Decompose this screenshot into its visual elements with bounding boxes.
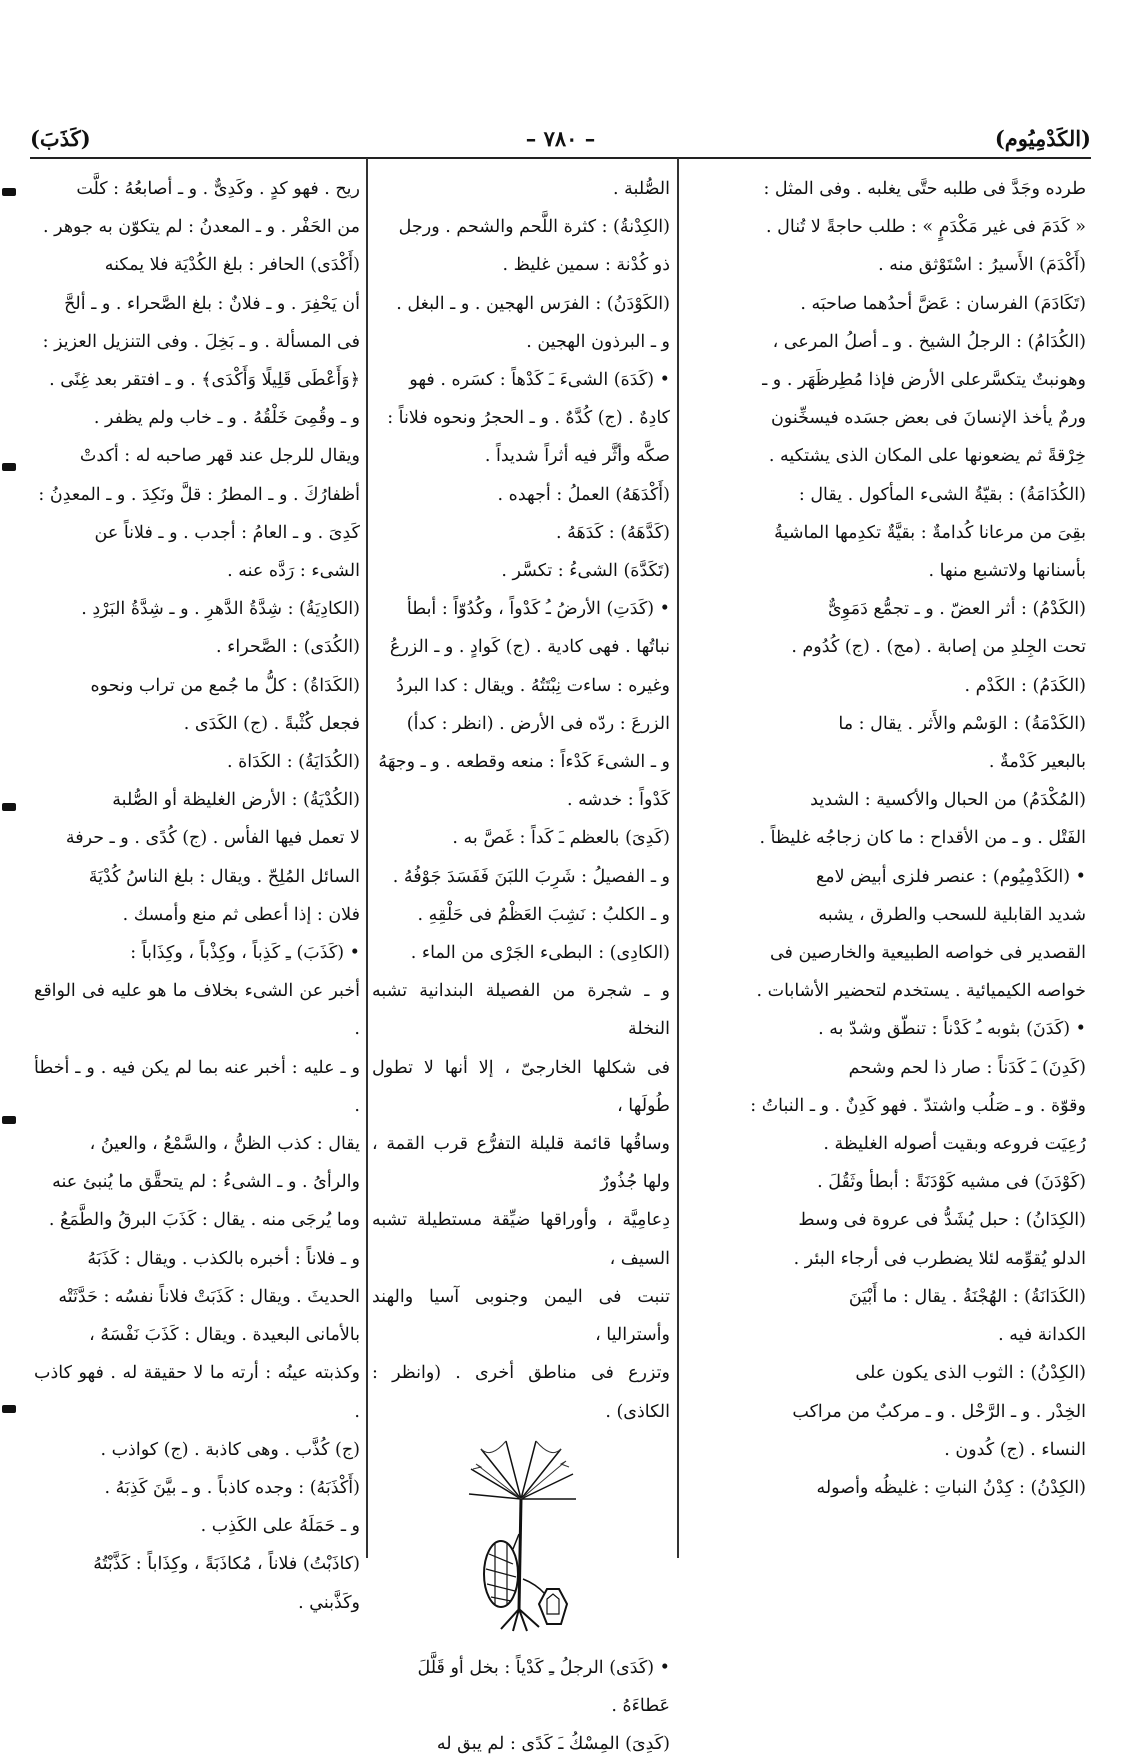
page-header <box>30 118 1091 162</box>
dictionary-line: (كاذَبْتُ) فلاناً ، مُكاذَبَةً ، وكِذَاباً : كَذَّبْتُهُ <box>93 1554 360 1575</box>
middle-column <box>372 170 670 1755</box>
header-last-entry: (كَذَبَ) <box>30 126 91 151</box>
dictionary-line: كادِهٌ . (ج) كُدَّهٌ . و ـ الحجرُ ونحوه فلاناً : <box>387 408 670 429</box>
dictionary-line: و ـ وقُمِىَ خَلْقُهُ . و ـ خاب ولم يظفر . <box>93 408 360 429</box>
dictionary-line: فى شكلها الخارجىّ ، إلا أنها لا تطول طُولَها ، <box>372 1057 670 1116</box>
dictionary-line: (كَدِىَ) المِسْكُ ـَ كَدًى : لم يبق له <box>436 1734 670 1755</box>
dictionary-line: نباتُها . فهى كادية . (ج) كَوادٍ . و ـ الزرعُ <box>389 637 670 658</box>
dictionary-line: طرده وجَدَّ فى طلبه حتَّى يغلبه . وفى المثل : <box>763 179 1086 199</box>
dictionary-line: صكَّه وأثَّر فيه أثراً شديداً . <box>484 446 670 467</box>
dictionary-line: (الكَوْدَنُ) : الفرَس الهجين . و ـ البغل . <box>396 293 670 314</box>
dictionary-line: فجعل كُثْبةً . (ج) الكَدَى . <box>183 713 360 734</box>
dictionary-line: ريح . فهو كدٍ . وكَدِىٌّ . و ـ أصابعُهُ : كلَّت <box>76 179 360 199</box>
dictionary-line: ورمٌ يأخذ الإنسانَ فى بعض جسَده فيسخِّنون <box>770 408 1086 429</box>
dictionary-line: • (كَدَتِ) الأرضُ ـُ كَدْواً ، وكُدُوّاً : أبطأ <box>406 599 670 620</box>
dictionary-line: (أَكْدَمَ) الأَسيرُ : اسْتَوْثق منه . <box>878 255 1086 276</box>
dictionary-line: وكذبته عينُه : أرته ما لا حقيقة له . فهو كاذب . <box>34 1363 360 1422</box>
dictionary-line: تنبت فى اليمن وجنوبى آسيا والهند وأستراليا ، <box>372 1286 670 1346</box>
dictionary-line: الكدانة فيه . <box>998 1325 1086 1346</box>
margin-marker <box>2 803 16 811</box>
dictionary-line: • (كَدَهَ) الشىءَ ـَ كَدْهاً : كسَره . فهو <box>409 370 670 391</box>
dictionary-line: (الكَدَمُ) : الكَدْم . <box>964 675 1086 696</box>
dictionary-line: فلان : إذا أعطى ثم منع وأمسك . <box>122 904 360 925</box>
header-rule <box>30 157 1091 159</box>
dictionary-line: • (كَدَى) الرجلُ ـِ كَدْياً : بخل أو قَلَّلَ <box>417 1657 670 1678</box>
dictionary-line: (أَكْدَى) الحافر : بلغ الكُدْيَة فلا يمكنه <box>104 255 360 276</box>
dictionary-line: وغيره : ساءت نِبْتَتُهُ . ويقال : كدا البردُ <box>396 675 670 696</box>
dictionary-line: خواصه الكيميائية . يستخدم لتحضير الأشابات . <box>756 981 1086 1002</box>
dictionary-line: و ـ الشىءَ كَدْءاً : منعه وقطعه . و ـ وجهَهُ <box>378 752 670 773</box>
dictionary-line: (كَوْدَنَ) فى مشيه كَوْدَنَةً : أبطأ وثَقُلَ . <box>817 1172 1086 1193</box>
dictionary-line: يقال : كذب الظنُّ ، والسَّمْعُ ، والعينُ ، <box>89 1134 360 1155</box>
dictionary-line: (الكَدَاةُ) : كلُّ ما جُمع من تراب ونحوه <box>90 675 360 696</box>
dictionary-line: (الكُدْيَةُ) : الأرض الغليظة أو الصُّلبة <box>112 790 360 811</box>
dictionary-line: (الكِدْنُ) : الثوب الذى يكون على <box>855 1363 1086 1384</box>
margin-marker <box>2 1116 16 1124</box>
left-column <box>34 170 360 1613</box>
dictionary-line: (الكادِى) : البطىء الجَرْى من الماء . <box>410 943 670 964</box>
dictionary-line: أن يَحْفِرَ . و ـ فلانٌ : بلغ الصَّحراء . و ـ ألحَّ <box>64 293 360 314</box>
dictionary-line: وهونبتٌ يتكسَّرعلى الأرض فإذا مُطِرظَهَر . و ـ <box>762 370 1086 391</box>
dictionary-line: الزرعَ : ردّه فى الأرض . (انظر : كدأ) <box>406 713 670 734</box>
dictionary-line: عَطاءَهُ . <box>611 1695 670 1716</box>
dictionary-line: بقِىَ من مرعانا كُدامةٌ : بقيَّةٌ تكدِمها الماشيةُ <box>774 522 1086 543</box>
dictionary-line: (الكَدَانَةُ) : الهُجْنَةُ . يقال : ما أَبْيَنَ <box>848 1286 1086 1307</box>
dictionary-line: أظفارُكَ . و ـ المطرُ : قلَّ ونَكِدَ . و ـ المعدِنُ : <box>38 484 360 505</box>
dictionary-line: و ـ الفصيلُ : شَرِبَ اللبَنَ فَفَسَدَ جَوْفُهُ . <box>392 866 670 887</box>
dictionary-line: « كَدَمَ فى غير مَكْدَمٍ » : طلب حاجةً لا تُنال . <box>766 217 1086 238</box>
dictionary-line: (الكُدَى) : الصَّحراء . <box>216 637 360 658</box>
dictionary-line: الفَتْل . و ـ من الأقداح : ما كان زجاجُه غليظاً . <box>759 828 1086 849</box>
column-divider-right <box>677 158 679 1558</box>
dictionary-line: • (الكَدْمِيُوم) : عنصر فلزى أبيض لامع <box>815 866 1086 887</box>
dictionary-line: لا تعمل فيها الفأس . (ج) كُدًى . و ـ حرفة <box>65 828 360 849</box>
dictionary-line: (الكادِيَةُ) : شِدَّةُ الدَّهرِ . و ـ شِدَّةُ البَرْدِ . <box>81 599 360 620</box>
dictionary-line: من الحَفْر . و ـ المعدنُ : لم يتكوّن به جوهر . <box>43 217 360 238</box>
header-first-entry: (الكَدْمِيُوم) <box>994 126 1091 151</box>
dictionary-line: الدلو يُقوِّمه لئلا يضطرب فى أرجاء البئر . <box>793 1248 1086 1269</box>
margin-marker <box>2 188 16 196</box>
dictionary-line: (المُكْدَمُ) من الحبال والأكسية : الشديد <box>810 790 1086 811</box>
dictionary-line: (أَكْذَبَهُ) : وجده كاذباً . و ـ بيَّنَ كَذِبَهُ . <box>104 1477 360 1498</box>
dictionary-line: بالأمانى البعيدة . ويقال : كَذَبَ نَفْسَهُ ، <box>89 1325 360 1346</box>
dictionary-line: الحديثَ . ويقال : كَذَبَتْ فلاناً نفسُه : حَدَّثَتْه <box>58 1286 360 1307</box>
dictionary-line: (تَكَادَمَ) الفرسان : عَضَّ أحدُهما صاحبَه . <box>800 293 1086 314</box>
dictionary-line: بأسنانها ولاتشبع منها . <box>928 561 1086 582</box>
dictionary-line: (الكُدَامُ) : الرجلُ الشيخ . و ـ أصلُ المرعى ، <box>772 331 1086 352</box>
dictionary-line: • (كَذَبَ) ـِ كَذِباً ، وكِذْباً ، وكِذَاباً : <box>130 943 360 964</box>
page-number: – ٧٨٠ – <box>525 126 596 151</box>
dictionary-line: (ج) كُذَّب . وهى كاذبة . (ج) كواذب . <box>100 1439 360 1460</box>
dictionary-line: أخبر عن الشىء بخلاف ما هو عليه فى الواقع . <box>34 981 360 1040</box>
dictionary-line: (الكِدْنةُ) : كثرة اللَّحم والشحم . ورجل <box>398 217 670 238</box>
dictionary-line: و ـ الكلبُ : نَشِبَ العَظْمُ فى حَلْقِهِ . <box>417 904 670 925</box>
dictionary-line: • (كَدَنَ) بثوبه ـُ كَدْناً : تنطّق وشدّ به . <box>818 1019 1086 1040</box>
dictionary-line: النساء . (ج) كُدون . <box>944 1439 1086 1460</box>
dictionary-line: ذو كُدْنة : سمين غليظ . <box>502 255 670 276</box>
dictionary-line: و ـ حَمَلَهُ على الكَذِب . <box>200 1516 360 1537</box>
dictionary-line: الصُّلبة . <box>613 179 670 199</box>
dictionary-line: (أَكْدَهَهُ) العملُ : أجهده . <box>497 484 670 505</box>
dictionary-line: (الكِدَانُ) : حبل يُشَدُّ فى عروة فى وسط <box>798 1210 1086 1231</box>
column-divider-left <box>366 158 368 1558</box>
dictionary-line: ويقال للرجل عند قهر صاحبه له : أكدتْ <box>79 446 360 467</box>
dictionary-line: شديد القابلية للسحب والطرق ، يشبه <box>818 904 1086 925</box>
dictionary-line: السائل المُلِحّ . ويقال : بلغ الناسُ كُدْيَةَ <box>88 866 360 887</box>
dictionary-line: ﴿وَأَعْطَى قَلِيلًا وَأَكْدَى﴾ . و ـ افتقر بعد غِنًى . <box>49 370 360 391</box>
right-column <box>684 170 1086 1520</box>
dictionary-line: و ـ البرذون الهجين . <box>526 331 670 352</box>
margin-marker <box>2 463 16 471</box>
dictionary-line: و ـ فلاناً : أخبره بالكذب . ويقال : كَذَبَهُ <box>87 1248 360 1269</box>
dictionary-line: وساقُها قائمة قليلة التفرُّع قرب القمة ، ولها جُذُورٌ <box>372 1134 670 1193</box>
dictionary-line: القصدير فى خواصه الطبيعية والخارصين فى <box>769 943 1086 964</box>
dictionary-line: و ـ شجرة من الفصيلة البندانية تشبه النخلة <box>372 981 670 1040</box>
kadhi-plant-illustration <box>461 1439 581 1639</box>
dictionary-line: الخِدْر . و ـ الرَّحْل . و ـ مركبٌ من مراكب <box>792 1401 1086 1422</box>
margin-marker <box>2 1405 16 1413</box>
dictionary-line: الشىء : رَدَّه عنه . <box>227 561 360 582</box>
dictionary-line: (كَدِنَ) ـَ كَدَناً : صار ذا لحم وشحم <box>848 1057 1086 1078</box>
dictionary-line: (كَدِىَ) بالعظم ـَ كَداً : غَصَّ به . <box>452 828 670 849</box>
dictionary-line: (الكَدْمَةُ) : الوَسْم والأَثر . يقال : ما <box>838 713 1086 734</box>
dictionary-line: رُعِيَت فروعه وبقيت أصوله الغليظة . <box>823 1134 1086 1155</box>
dictionary-line: وتزرع فى مناطق أخرى . (وانظر : الكاذى) . <box>372 1363 670 1422</box>
dictionary-line: دِعامِيَّة ، وأوراقها ضيِّقة مستطيلة تشبه السيف ، <box>372 1210 670 1269</box>
dictionary-line: (تَكَدَّهَ) الشىءُ : تكسَّر . <box>501 561 670 582</box>
dictionary-line: (الكِدْنُ) : كِدْنُ النباتِ : غليظُه وأصوله <box>816 1477 1086 1498</box>
dictionary-line: بالبعير كَدْمةٌ . <box>988 752 1086 773</box>
dictionary-line: (الكُدَايَةُ) : الكَدَاة . <box>226 752 360 773</box>
dictionary-line: وما يُرجَى منه . يقال : كَذَبَ البرقُ والطَّمَعُ . <box>48 1210 360 1231</box>
dictionary-line: (كَدَّهَهُ) : كَدَهَهُ . <box>555 522 670 543</box>
dictionary-line: (الكُدَامَةُ) : بقيّةُ الشىء المأكول . يقال : <box>798 484 1086 505</box>
dictionary-line: (الكَدْمُ) : أثر العضّ . و ـ تجمُّع دَمَوِىٌّ <box>827 599 1086 620</box>
dictionary-line: كَدِىَ . و ـ العامُ : أجدب . و ـ فلاناً عن <box>94 522 360 543</box>
dictionary-line: والرأىُ . و ـ الشىءُ : لم يتحقَّق ما يُنبئ عنه <box>52 1172 360 1193</box>
dictionary-line: كَدْواً : خدشه . <box>566 790 670 811</box>
dictionary-line: و ـ عليه : أخبر عنه بما لم يكن فيه . و ـ أخطأ . <box>34 1057 360 1116</box>
dictionary-line: فى المسألة . و ـ بَخِلَ . وفى التنزيل العزيز : <box>42 331 360 352</box>
dictionary-line: وقوّة . و ـ صَلُب واشتدّ . فهو كَدِنٌ . و ـ النباتُ : <box>750 1095 1086 1116</box>
dictionary-line: خِرْقةً ثم يضعونها على المكان الذى يشتكيه . <box>768 446 1086 467</box>
dictionary-line: تحت الجِلدِ من إصابة . (مج) . (ج) كُدُوم . <box>791 637 1086 658</box>
dictionary-line: وكَذَّبني . <box>298 1592 360 1613</box>
